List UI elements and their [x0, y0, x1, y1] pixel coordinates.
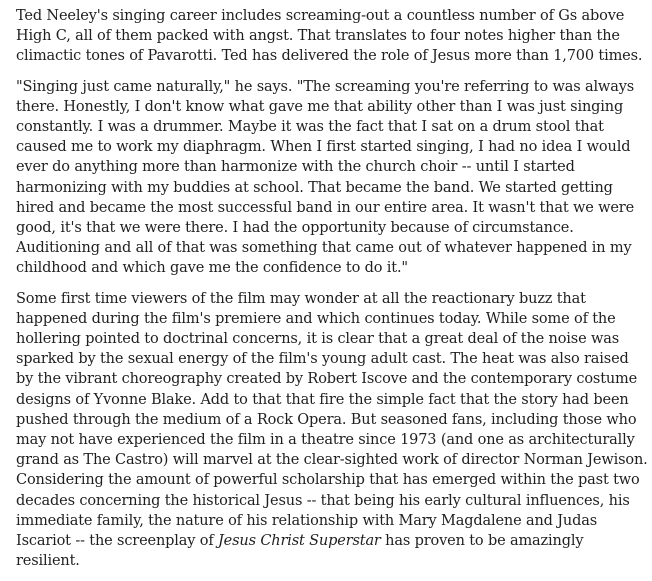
paragraph-career: Ted Neeley's singing career includes screaming-out a countless number of Gs above High C, all of them packed with angst. That translates to four notes higher than the climactic tones of Pavarotti. Ted has delivered the role of Jesus more than 1,700 times.: [16, 8, 643, 65]
paragraph-quote: "Singing just came naturally," he says. "The screaming you're referring to was always there. Honestly, I don't know what gave me that ability other than I was just singing constantly. I was a drummer. Maybe it was the fact that I sat on a drum stool that caused me to work my diaphragm. When I first started singing, I had no idea I would ever do anything more than harmonize with the church choir -- until I started harmonizing with my buddies at school. That became the band. We started getting hired and became the most successful band in our entire area. It wasn't that we were good, it's that we were there. I had the opportunity because of circumstance. Auditioning and all of that was something that came out of whatever happened in my childhood and which gave me the confidence to do it.": [16, 78, 635, 277]
article-body: [16, 6, 648, 581]
paragraph-film: [16, 289, 648, 572]
paragraph-film-text-start: Some first time viewers of the film may wonder at all the reactionary buzz that happened during the film's premiere and which continues today. While some of the hollering pointed to doctrinal concerns, it is clear that a great deal of the noise was sparked by the sexual energy of the film's young adult cast. The heat was also raised by the vibrant choreography created by Robert Iscove and the contemporary costume designs of Yvonne Blake. Add to that that fire the simple fact that the story had been pushed through the medium of a Rock Opera. But seasoned fans, including those who may not have experienced the film in a theatre since 1973 (and one as architecturally grand as The Castro) will marvel at the clear-sighted work of director Norman Jewison. Considering the amount of powerful scholarship that has emerged within the past two decades concerning the historical Jesus -- that being his early cultural influences, his immediate family, the nature of his relationship with Mary Magdalene and Judas Iscariot -- the screenplay of: [16, 290, 648, 550]
paragraph-film-text-end: has proven to be amazingly resilient.: [16, 533, 584, 570]
film-title: Jesus Christ Superstar: [218, 533, 381, 550]
